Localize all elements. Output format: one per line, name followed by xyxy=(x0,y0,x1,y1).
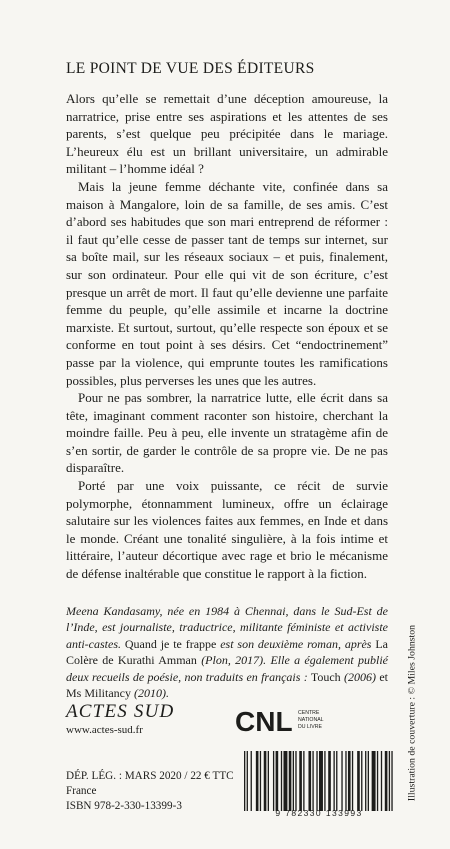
legal-info xyxy=(66,769,236,814)
barcode-bar xyxy=(247,751,248,811)
barcode-bar xyxy=(377,751,378,811)
blurb-paragraph: Pour ne pas sombrer, la narratrice lutte, elle écrit dans sa tête, imaginant comment raconter son histoire, cherchant la moindre faille. Peu à peu, elle invente un stratagème afin de s’en sortir, de garder le contrôle de sa propre vie. De ne pas disparaître. xyxy=(66,390,388,476)
cover-illustration-credit: Illustration de couverture : © Miles Johnston xyxy=(406,624,418,802)
blurb-paragraph: Alors qu’elle se remettait d’une déception amoureuse, la narratrice, prise entre ses aspirations et les attentes de ses parents, s’est quelque peu précipitée dans le mariage. L’heureux élu est un brillant universitaire, un admirable militant – l’homme idéal ? xyxy=(66,91,388,177)
cnl-logo xyxy=(235,703,325,737)
cnl-subtitle: CENTRE xyxy=(298,710,320,716)
barcode-bar xyxy=(260,751,261,811)
barcode-bar xyxy=(336,751,337,811)
isbn: ISBN 978-2-330-13399-3 xyxy=(66,800,182,812)
barcode xyxy=(244,751,394,811)
blurb-paragraph: Porté par une voix puissante, ce récit de survie polymorphe, étonnamment lumineux, offre un éclairage salutaire sur les violences faites aux femmes, en Inde et dans le monde. Créant une tonalité singulière, à la fois intime et littéraire, l’auteur décortique avec rage et brio le mécanisme de défense inaltérable que constitue le rapport à la fiction. xyxy=(66,478,388,582)
bio-segment: Quand je te frappe xyxy=(121,636,221,651)
barcode-bar xyxy=(328,751,331,811)
barcode-bar xyxy=(268,751,269,811)
cover-credit-area xyxy=(405,600,419,826)
barcode-bar xyxy=(319,751,323,811)
bio-segment: Touch xyxy=(307,669,344,684)
publisher-logo: ACTES SUD xyxy=(66,701,175,722)
barcode-bar xyxy=(391,751,392,811)
barcode-bar xyxy=(389,751,390,811)
barcode-bar xyxy=(289,751,292,811)
barcode-bar xyxy=(368,751,369,811)
barcode-bar xyxy=(276,751,279,811)
barcode-bar xyxy=(381,751,382,811)
section-heading: LE POINT DE VUE DES ÉDITEURS xyxy=(66,60,315,77)
barcode-bar xyxy=(244,751,245,811)
blurb-paragraph: Mais la jeune femme déchante vite, confinée dans sa maison à Mangalore, loin de sa famille, de ses amis. C’est d’abord ses habitudes que son mari entreprend de réformer : il faut qu’elle cesse de passer tant de temps sur internet, sur sa boîte mail, sur les réseaux sociaux – et puis, finalement, sur son ordinateur. Pour elle qui vit de son écriture, c’est presque un arrêt de mort. Il faut qu’elle devienne une parfaite femme du peuple, qu’elle assimile et incarne la doctrine marxiste. Et surtout, surtout, qu’elle respecte son époux et se conforme en tout point à ses désirs. Cet “endoctrinement” passe par la violence, qui emprunte toutes les ramifications possibles, plus perverses les unes que les autres. xyxy=(66,178,388,388)
bio-segment: (2010). xyxy=(131,686,169,701)
barcode-number: 9 782330 133993 xyxy=(275,808,363,818)
publisher-block xyxy=(66,701,206,736)
barcode-bar xyxy=(312,751,313,811)
barcode-bar xyxy=(333,751,334,811)
author-bio xyxy=(66,603,388,701)
bio-segment: est son deuxième roman, après xyxy=(220,636,372,651)
barcode-bar xyxy=(281,751,282,811)
barcode-bar xyxy=(348,751,351,811)
cnl-subtitle: DU LIVRE xyxy=(298,724,322,730)
bio-segment: (Plon, 2017). Elle a également publié deux recueils de poésie, non traduits en français : xyxy=(66,653,388,684)
barcode-bar xyxy=(295,751,296,811)
blurb-text xyxy=(66,90,388,583)
barcode-bar xyxy=(352,751,353,811)
barcode-bar xyxy=(293,751,294,811)
barcode-bar xyxy=(303,751,304,811)
bio-segment: et xyxy=(376,669,388,684)
barcode-bar xyxy=(256,751,259,811)
barcode-bar xyxy=(264,751,267,811)
barcode-bar xyxy=(365,751,366,811)
barcode-bar xyxy=(251,751,252,811)
bio-segment: Meena Kandasamy, née en 1984 à Chennai, dans le Sud-Est de l’Inde, est journaliste, traductrice, militante féministe et activiste anti-castes. xyxy=(66,604,388,651)
legal-deposit: DÉP. LÉG. : MARS 2020 / 22 € TTC France xyxy=(66,770,234,797)
barcode-bar xyxy=(283,751,287,811)
barcode-bar xyxy=(357,751,360,811)
barcode-bar xyxy=(316,751,317,811)
barcode-bar xyxy=(324,751,325,811)
barcode-bar xyxy=(372,751,376,811)
bio-segment: La Colère de Kurathi Amman xyxy=(66,636,388,668)
barcode-bar xyxy=(345,751,346,811)
barcode-bar xyxy=(308,751,311,811)
barcode-bar xyxy=(341,751,342,811)
barcode-bar xyxy=(299,751,302,811)
cnl-logo-text: CNL xyxy=(235,706,293,737)
bio-segment: (2006) xyxy=(344,669,376,684)
barcode-bar xyxy=(361,751,362,811)
publisher-url: www.actes-sud.fr xyxy=(66,724,143,736)
bio-segment: Ms Militancy xyxy=(66,686,131,701)
cnl-subtitle: NATIONAL xyxy=(298,717,324,723)
barcode-bar xyxy=(385,751,388,811)
barcode-bar xyxy=(273,751,274,811)
